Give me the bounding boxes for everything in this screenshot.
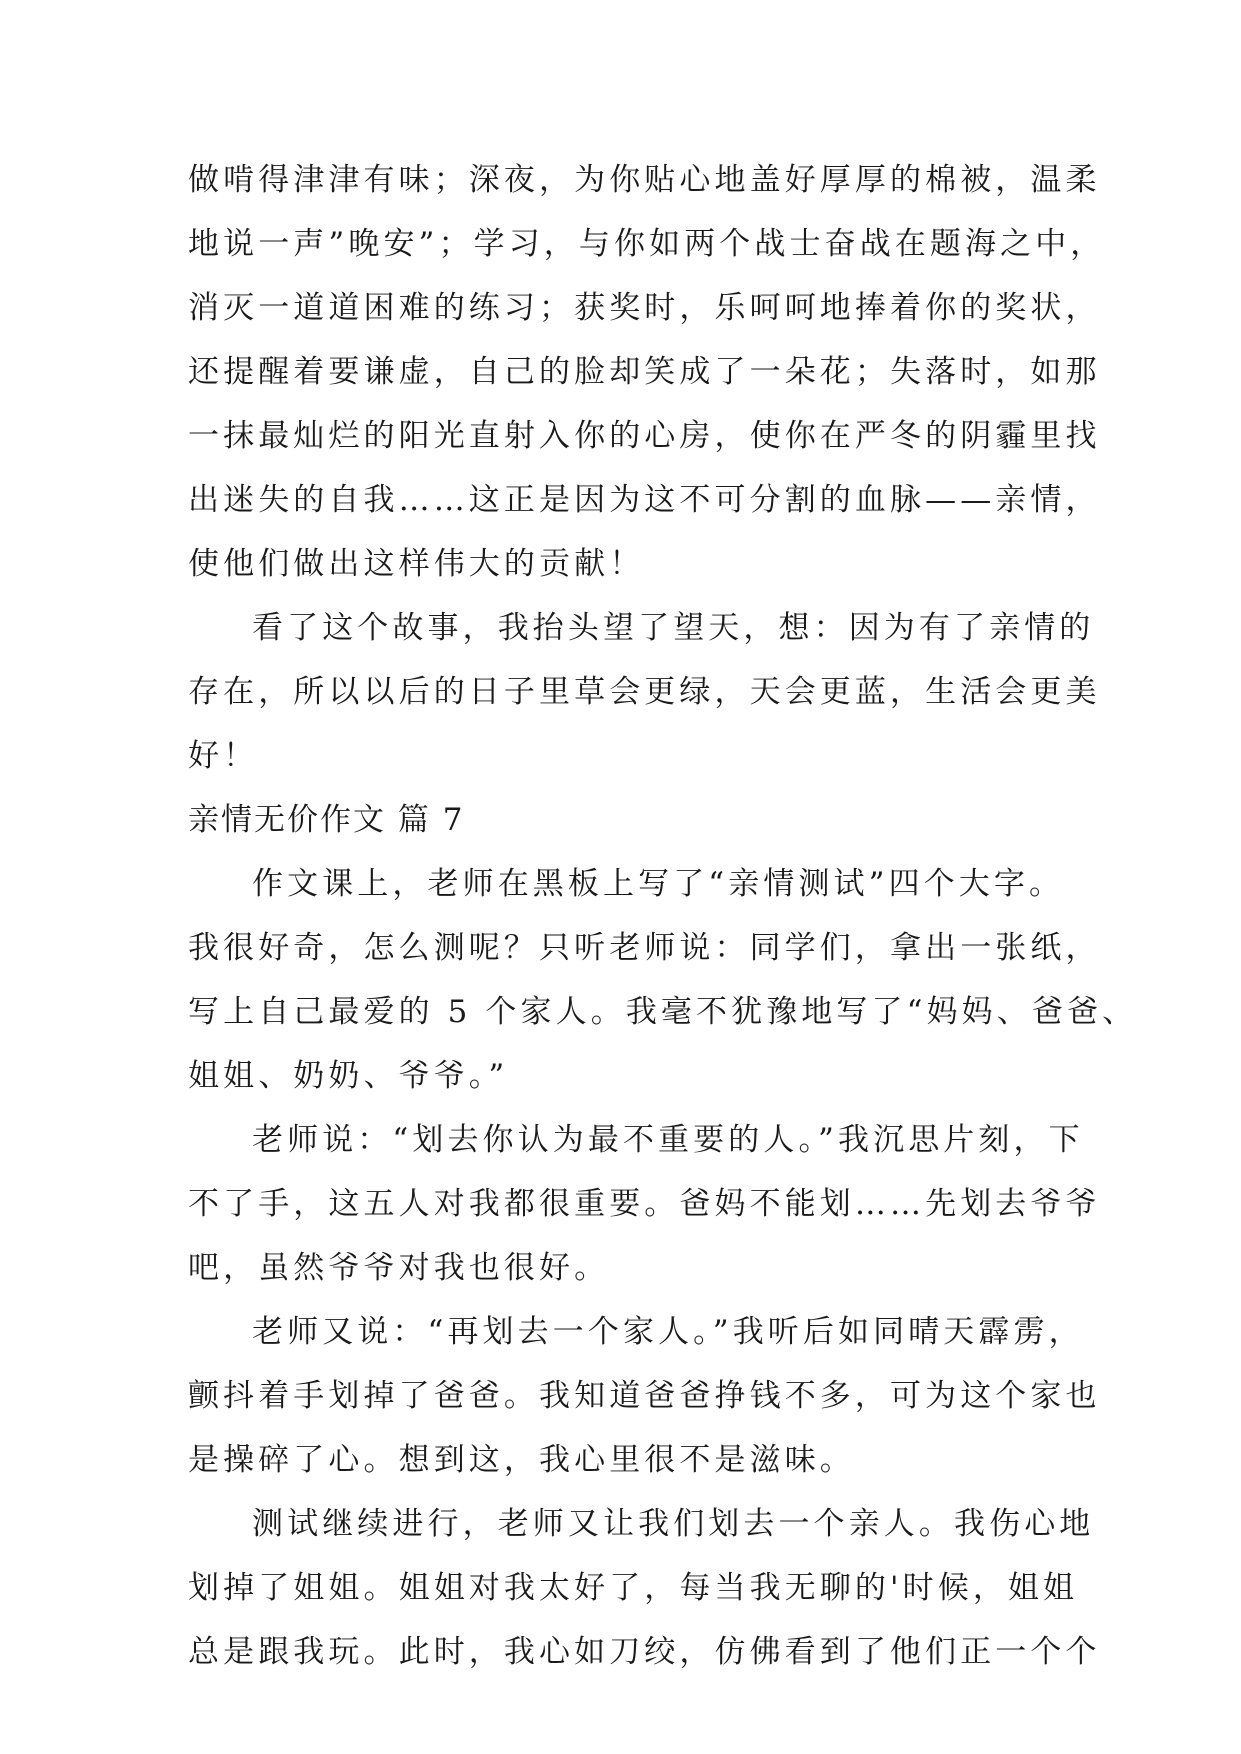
text-line: 好！ [188,738,259,774]
text-line: 姐姐、奶奶、爷爷。” [188,1058,509,1094]
text-line: 测试继续进行，老师又让我们划去一个亲人。我伤心地 [252,1506,1095,1542]
text-line: 存在，所以以后的日子里草会更绿，天会更蓝，生活会更美 [188,674,1101,710]
paragraph [188,596,1101,788]
text-line: 总是跟我玩。此时，我心如刀绞，仿佛看到了他们正一个个 [188,1634,1101,1670]
text-line: 老师又说：“再划去一个家人。”我听后如同晴天霹雳， [252,1314,1084,1350]
paragraph [188,1300,1101,1492]
paragraph [188,1492,1101,1684]
text-line: 我很好奇，怎么测呢？只听老师说：同学们，拿出一张纸， [188,930,1101,966]
text-line: 写上自己最爱的 5 个家人。我毫不犹豫地写了“妈妈、爸爸、 [188,994,1138,1030]
text-line: 还提醒着要谦虚，自己的脸却笑成了一朵花；失落时，如那 [188,354,1101,390]
paragraph [188,148,1106,596]
text-line: 不了手，这五人对我都很重要。爸妈不能划……先划去爷爷 [188,1186,1101,1222]
text-line: 做啃得津津有味；深夜，为你贴心地盖好厚厚的棉被，温柔 [188,162,1101,198]
text-line: 颤抖着手划掉了爸爸。我知道爸爸挣钱不多，可为这个家也 [188,1378,1101,1414]
document-body [188,148,1138,1684]
text-line: 地说一声”晚安”；学习，与你如两个战士奋战在题海之中， [188,226,1106,262]
paragraph [188,852,1138,1108]
text-line: 使他们做出这样伟大的贡献！ [188,546,645,582]
text-line: 划掉了姐姐。姐姐对我太好了，每当我无聊的'时候，姐姐 [188,1570,1079,1606]
text-line: 作文课上，老师在黑板上写了“亲情测试”四个大字。 [252,866,1065,902]
section-heading: 亲情无价作文 篇 7 [188,802,465,838]
text-line: 出迷失的自我……这正是因为这不可分割的血脉——亲情， [188,482,1101,518]
text-line: 吧，虽然爷爷对我也很好。 [188,1250,610,1286]
text-line: 一抹最灿烂的阳光直射入你的心房，使你在严冬的阴霾里找 [188,418,1101,454]
text-line: 消灭一道道困难的练习；获奖时，乐呵呵地捧着你的奖状， [188,290,1101,326]
text-line: 老师说：“划去你认为最不重要的人。”我沉思片刻，下 [252,1122,1084,1158]
text-line: 看了这个故事，我抬头望了望天，想：因为有了亲情的 [252,610,1095,646]
text-line: 是操碎了心。想到这，我心里很不是滋味。 [188,1442,855,1478]
paragraph [188,1108,1101,1300]
